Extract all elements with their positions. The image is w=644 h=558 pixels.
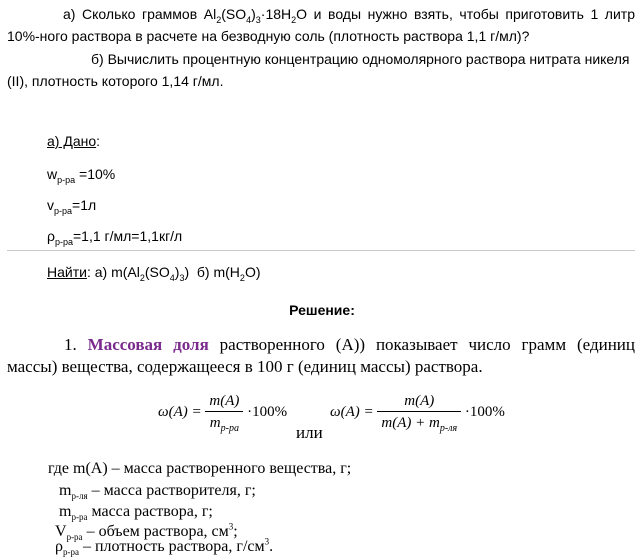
legend-line-5: $\rho_{р-ра}$ – плотность раствора, $г/см^3$. [55,536,274,558]
given-volume: $v_{р-ра}=1л$ [47,197,97,216]
legend-line-1: где m(A) – масса растворенного вещества, г; [48,460,352,477]
legend-line-4: $V_{р-ра}$ – объем раствора, $см^3$; [55,521,238,543]
legend-line-3: $m_{р-ра}$ масса раствора, г; [59,503,213,523]
task-b-text: б) Вычислить процентную концентрацию одномолярного раствора нитрата никеля (II), плотность которого 1,14 г/мл. [7,51,630,89]
given-heading: а) Дано: [47,133,101,149]
formula-mass-fraction-1: ω(A) = $\frac{m(A)}{m_{р-ра}}$ ·100% [158,393,288,434]
find-line: Найти: а) $m(Al_2(SO_4)_3)$ б) $m(H_2O)$ [47,264,261,283]
formula-mass-fraction-2: ω(A) = $\frac{m(A)}{m(A) + m_{р-ля}}$ ·100% [330,393,505,434]
given-density: $\rho_{р-ра}=1,1$ г/мл=1,1кг/л [47,228,183,247]
given-mass-fraction: $w_{р-ра} =10\%$ [47,166,116,185]
solution-title: Решение: [289,302,355,318]
legend-line-2: $m_{р-ля}$ – масса растворителя, г; [59,482,256,502]
mass-fraction-definition: 1. Массовая доля растворенного (А)) показывает число грамм (единиц массы) вещества, содержащееся в 100 г (единиц массы) раствора. [7,335,635,376]
or-text: или [296,423,323,442]
divider [7,250,635,251]
task-a-text: а) Сколько граммов $Al_2(SO_4)_3\cdot 18H_2O$ и воды нужно взять, чтобы приготовить 1 литр 10%-ного раствора в расчете на безводную соль (плотность раствора 1,1 г/мл)? [7,6,635,44]
